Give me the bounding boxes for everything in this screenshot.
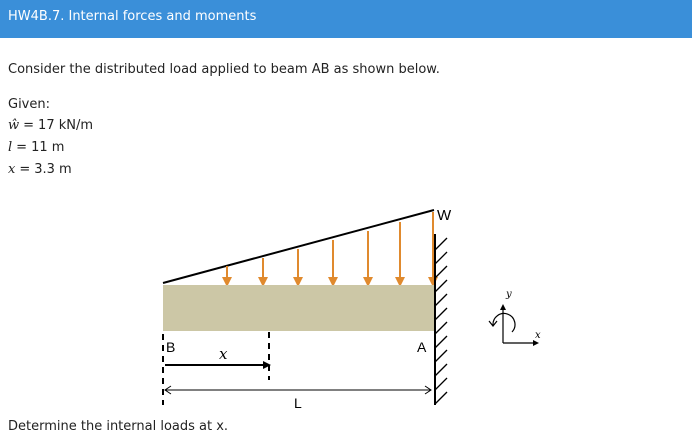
x-dimension-label: x [219, 345, 228, 363]
page-header [0, 0, 692, 38]
problem-intro: Consider the distributed load applied to beam AB as shown below. [8, 62, 440, 77]
given-x-value: 3.3 m [34, 162, 72, 177]
problem-question: Determine the internal loads at x. [8, 419, 229, 434]
point-a-label: A [417, 339, 427, 355]
given-l-symbol: l [8, 140, 13, 155]
given-label: Given: [8, 97, 50, 112]
given-x: x = 3.3 m [8, 162, 72, 177]
given-l-value: 11 m [31, 140, 65, 155]
page-title: HW4B.7. Internal forces and moments [8, 9, 257, 24]
axis-y-label: y [506, 289, 512, 300]
load-label-w: W [437, 207, 452, 224]
beam [163, 285, 434, 331]
given-w-value: 17 kN/m [38, 118, 94, 133]
wall-hatching [435, 238, 447, 404]
length-label: L [294, 395, 302, 411]
given-x-symbol: x [8, 162, 16, 177]
given-l: l = 11 m [8, 140, 65, 155]
beam-diagram [150, 200, 590, 415]
coordinate-axes-icon [489, 307, 536, 343]
given-w: ŵ = 17 kN/m [8, 118, 94, 133]
point-b-label: B [166, 339, 176, 355]
given-w-symbol: ŵ [8, 118, 20, 133]
axis-x-label: x [535, 330, 541, 341]
load-arrows [227, 212, 433, 282]
